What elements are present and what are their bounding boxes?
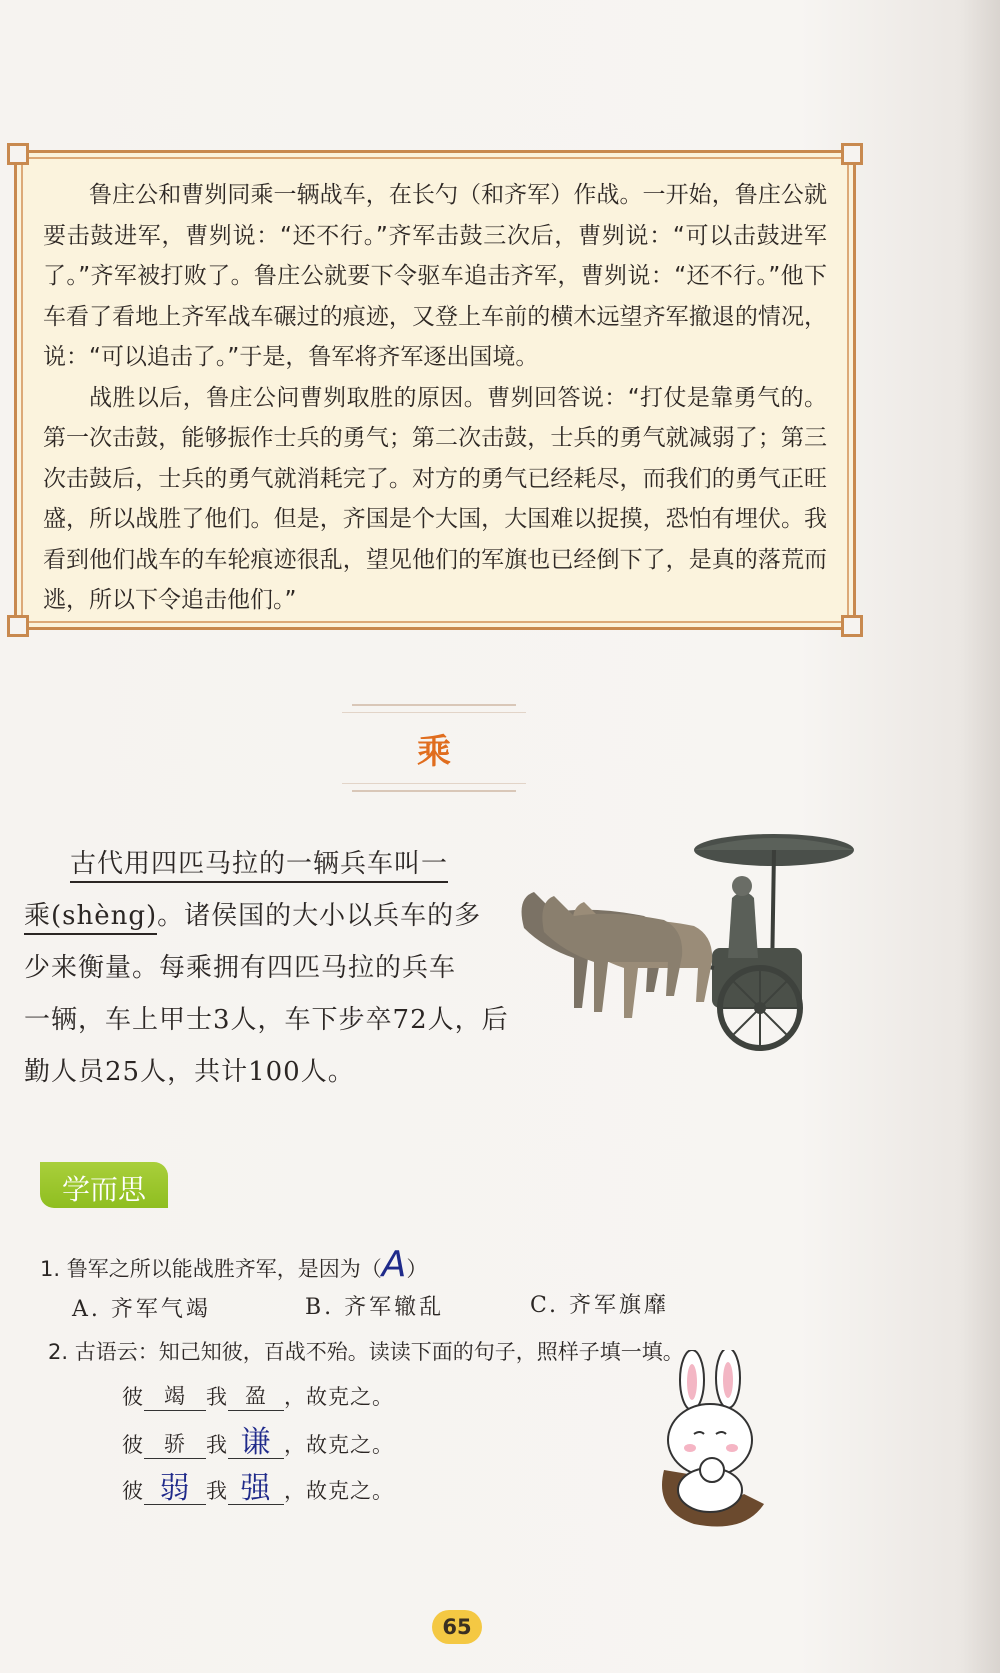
fill-row-3-ending: ，故克之。 [284, 1479, 394, 1503]
fill-row-2-word: 彼 [122, 1433, 144, 1457]
question-2-text: 2. 古语云：知己知彼，百战不殆。读读下面的句子，照样子填一填。 [48, 1340, 684, 1364]
fill-row-3-word-2: 我 [206, 1479, 228, 1503]
section-tag-label: 学而思 [61, 1173, 146, 1206]
fill-row-1-word-2: 我 [206, 1385, 228, 1409]
cheng-explanation [24, 838, 509, 1098]
fill-row-1-ending: ，故克之。 [284, 1385, 394, 1409]
cheng-line-5: 勤人员25人，共计100人。 [24, 1057, 355, 1087]
option-b: B. 齐军辙乱 [305, 1295, 445, 1320]
fill-row-2 [122, 1425, 394, 1460]
fill-row-2-ending: ，故克之。 [284, 1433, 394, 1457]
question-1-close: ） [406, 1257, 428, 1281]
story-paragraph-1: 鲁庄公和曹刿同乘一辆战车，在长勺（和齐军）作战。一开始，鲁庄公就要击鼓进军，曹刿说：“还不行。”齐军击鼓三次后，曹刿说：“可以击鼓进军了。”齐军被打败了。鲁庄公就要下令驱车追击齐军，曹刿说：“还不行。”他下车看了看地上齐军战车碾过的痕迹，又登上车前的横木远望齐军撤退的情况，说：“可以追击了。”于是，鲁军将齐军逐出国境。 [43, 182, 827, 370]
fill-row-3-word: 彼 [122, 1479, 144, 1503]
fill-row-1 [122, 1380, 394, 1411]
cheng-term: 乘(shèng) [24, 901, 157, 935]
page-number: 65 [432, 1610, 482, 1644]
cheng-line-4: 一辆，车上甲士3人，车下步卒72人，后 [24, 1005, 509, 1035]
story-box [14, 150, 856, 630]
fill-row-1-blank-2: 盈 [245, 1384, 267, 1408]
cheng-line-1: 古代用四匹马拉的一辆兵车叫一 [70, 849, 448, 883]
section-title-frame [352, 704, 516, 792]
fill-row-1-blank-1: 竭 [164, 1384, 186, 1408]
fill-row-3-blank-1[interactable]: 弱 [159, 1471, 191, 1506]
fill-row-2-word-2: 我 [206, 1433, 228, 1457]
section-tag [40, 1162, 168, 1208]
option-c: C. 齐军旗靡 [530, 1293, 670, 1318]
fill-row-3-blank-2[interactable]: 强 [240, 1471, 272, 1506]
fill-row-2-blank-2[interactable]: 谦 [240, 1425, 272, 1460]
cheng-line-3: 少来衡量。每乘拥有四匹马拉的兵车 [24, 953, 457, 983]
question-1-text: 1. 鲁军之所以能战胜齐军，是因为（ [40, 1257, 382, 1281]
option-a: A. 齐军气竭 [72, 1297, 211, 1322]
fill-row-3 [122, 1471, 394, 1506]
cheng-line-2: 。诸侯国的大小以兵车的多 [157, 901, 482, 931]
bunny-sticker-icon [650, 1350, 780, 1528]
fill-row-2-blank-1: 骄 [164, 1432, 186, 1456]
question-1-answer: A [381, 1244, 407, 1285]
fill-row-1-word: 彼 [122, 1385, 144, 1409]
section-title: 乘 [417, 732, 451, 772]
question-1 [40, 1244, 427, 1285]
story-paragraph-2: 战胜以后，鲁庄公问曹刿取胜的原因。曹刿回答说：“打仗是靠勇气的。第一次击鼓，能够振作士兵的勇气；第二次击鼓，士兵的勇气就减弱了；第三次击鼓后，士兵的勇气就消耗完了。对方的勇气已经耗尽，而我们的勇气正旺盛，所以战胜了他们。但是，齐国是个大国，大国难以捉摸，恐怕有埋伏。我看到他们战车的车轮痕迹很乱，望见他们的军旗也已经倒下了，是真的落荒而逃，所以下令追击他们。” [43, 384, 827, 613]
bronze-chariot-image [504, 828, 864, 1108]
